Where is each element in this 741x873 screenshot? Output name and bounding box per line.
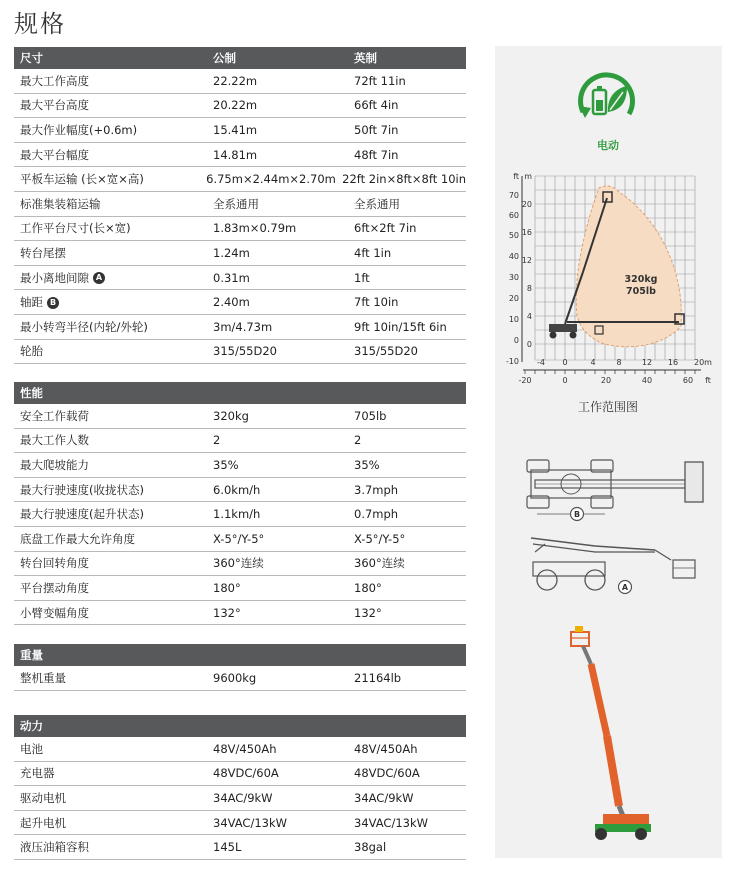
spec-label-text: 安全工作载荷 <box>20 408 89 423</box>
spec-metric-value: 360°连续 <box>213 556 264 571</box>
table-header <box>14 644 466 666</box>
spec-row <box>14 192 466 217</box>
spec-label <box>14 97 209 113</box>
tick-label: 16 <box>521 228 532 237</box>
range-chart-caption: 工作范围图 <box>577 400 639 414</box>
tick-label: -10 <box>505 357 519 366</box>
spec-metric-value: 180° <box>213 580 241 595</box>
spec-label-text: 最小转弯半径(内轮/外轮) <box>20 319 148 334</box>
header-imperial: 英制 <box>354 51 377 65</box>
spec-imperial-value: 48V/450Ah <box>354 741 418 756</box>
spec-label-text: 充电器 <box>20 766 55 781</box>
spec-label <box>14 319 209 335</box>
spec-metric-value: 全系通用 <box>213 196 259 211</box>
working-range-chart <box>506 172 712 385</box>
load-kg-label: 320kg <box>624 274 658 285</box>
spec-label <box>14 790 209 806</box>
spec-label-text: 整机重量 <box>20 670 66 685</box>
spec-label <box>14 457 209 473</box>
spec-imperial-value: 21164lb <box>354 670 402 685</box>
spec-label <box>14 432 209 448</box>
tick-label: 16 <box>667 358 679 367</box>
spec-row <box>14 429 466 454</box>
spec-label-text: 驱动电机 <box>20 790 66 805</box>
tick-label: 40 <box>508 252 519 261</box>
spec-label <box>14 605 209 621</box>
spec-label <box>14 506 209 522</box>
tick-label: 20m <box>694 358 712 367</box>
spec-metric-value: 320kg <box>213 408 249 423</box>
spec-row <box>14 737 466 762</box>
performance-spec-table <box>14 382 466 625</box>
spec-imperial-value: 72ft 11in <box>354 73 406 88</box>
spec-row <box>14 762 466 787</box>
tick-label: 20 <box>508 294 519 303</box>
tick-label: 8 <box>616 358 622 367</box>
spec-row <box>14 404 466 429</box>
spec-imperial-value: 38gal <box>354 840 387 855</box>
spec-label-text: 电池 <box>20 741 43 756</box>
spec-row <box>14 340 466 365</box>
spec-label <box>14 122 209 138</box>
tick-label: 50 <box>508 231 519 240</box>
tick-label: 60 <box>508 211 519 220</box>
tick-label: 0 <box>513 336 519 345</box>
spec-label-text: 最大工作高度 <box>20 73 89 88</box>
tick-label: 0 <box>562 376 568 385</box>
page-title: 规格 <box>14 10 66 38</box>
spec-metric-value: 20.22m <box>213 98 258 113</box>
spec-imperial-value: 34VAC/13kW <box>354 815 428 830</box>
spec-imperial-value: 705lb <box>354 408 387 423</box>
spec-label-text: 最大工作人数 <box>20 433 89 448</box>
header-weight: 重量 <box>20 648 43 662</box>
tick-label: 40 <box>641 376 653 385</box>
spec-row <box>14 266 466 291</box>
tick-label: 0 <box>526 340 532 349</box>
spec-imperial-value: 360°连续 <box>354 556 405 571</box>
spec-label <box>14 245 209 261</box>
spec-row <box>14 552 466 577</box>
tick-label: 60 <box>682 376 694 385</box>
spec-imperial-value: 全系通用 <box>354 196 400 211</box>
spec-imperial-value: 0.7mph <box>354 507 399 522</box>
spec-label-text: 轴距 <box>20 295 43 310</box>
axis-label-ft: ft <box>513 172 519 181</box>
spec-imperial-value: 50ft 7in <box>354 122 399 137</box>
spec-row <box>14 118 466 143</box>
spec-row <box>14 69 466 94</box>
spec-label-text: 标准集装箱运输 <box>20 196 101 211</box>
spec-label-text: 轮胎 <box>20 344 43 359</box>
tick-label: 20 <box>521 200 532 209</box>
spec-imperial-value: 9ft 10in/15ft 6in <box>354 319 447 334</box>
spec-label <box>14 741 209 757</box>
weight-spec-table <box>14 644 466 691</box>
tick-label: 12 <box>521 256 532 265</box>
header-power: 动力 <box>20 719 43 733</box>
spec-label <box>14 294 209 310</box>
spec-imperial-value: 315/55D20 <box>354 344 418 359</box>
spec-label-text: 最大行驶速度(起升状态) <box>20 507 144 522</box>
spec-row <box>14 143 466 168</box>
table-header <box>14 715 466 737</box>
spec-row <box>14 601 466 626</box>
spec-row <box>14 478 466 503</box>
spec-label-text: 最大行驶速度(收拢状态) <box>20 482 144 497</box>
tick-label: -4 <box>537 358 545 367</box>
electric-badge-icon <box>579 75 633 118</box>
spec-imperial-value: 48VDC/60A <box>354 766 420 781</box>
illustration-panel <box>495 46 722 858</box>
spec-label-text: 最小离地间隙 <box>20 270 89 285</box>
spec-metric-value: 315/55D20 <box>213 344 277 359</box>
spec-label <box>14 815 209 831</box>
spec-metric-value: 6.75m×2.44m×2.70m <box>206 172 336 187</box>
spec-imperial-value: 35% <box>354 457 380 472</box>
spec-imperial-value: X-5°/Y-5° <box>354 531 406 546</box>
spec-label-text: 最大作业幅度(+0.6m) <box>20 122 138 137</box>
spec-metric-value: 15.41m <box>213 122 258 137</box>
table-header <box>14 382 466 404</box>
axis-label-m: m <box>524 172 532 181</box>
spec-label-text: 转台回转角度 <box>20 556 89 571</box>
spec-metric-value: 2 <box>213 433 221 448</box>
header-performance: 性能 <box>20 386 43 400</box>
spec-label-text: 最大爬坡能力 <box>20 457 89 472</box>
power-spec-table <box>14 715 466 860</box>
spec-metric-value: 1.1km/h <box>213 507 261 522</box>
spec-row <box>14 835 466 860</box>
spec-metric-value: 22.22m <box>213 73 258 88</box>
spec-metric-value: 14.81m <box>213 147 258 162</box>
spec-metric-value: 48VDC/60A <box>213 766 279 781</box>
tick-label: 30 <box>508 273 519 282</box>
header-metric: 公制 <box>213 51 236 65</box>
spec-label <box>14 580 209 596</box>
spec-row <box>14 502 466 527</box>
machine-raised-illustration <box>571 626 651 840</box>
spec-label <box>14 147 209 163</box>
spec-row <box>14 786 466 811</box>
spec-row <box>14 315 466 340</box>
spec-imperial-value: 66ft 4in <box>354 98 399 113</box>
machine-top-view <box>527 460 703 521</box>
spec-label-text: 液压油箱容积 <box>20 840 89 855</box>
tick-label: 12 <box>641 358 653 367</box>
tick-label: -20 <box>518 376 532 385</box>
spec-imperial-value: 132° <box>354 605 382 620</box>
spec-label-text: 底盘工作最大允许角度 <box>20 531 135 546</box>
spec-label <box>14 765 209 781</box>
spec-metric-value: 1.83m×0.79m <box>213 221 297 236</box>
spec-row <box>14 666 466 691</box>
tick-label: 10 <box>508 315 519 324</box>
spec-label <box>14 839 209 855</box>
spec-label <box>14 196 209 212</box>
spec-label <box>14 171 202 187</box>
spec-label-text: 转台尾摆 <box>20 245 66 260</box>
spec-imperial-value: 48ft 7in <box>354 147 399 162</box>
spec-label-text: 平台摆动角度 <box>20 580 89 595</box>
size-spec-table <box>14 47 466 364</box>
machine-side-view <box>531 538 695 594</box>
dimension-badge: A <box>93 272 105 284</box>
spec-label-text: 工作平台尺寸(长×宽) <box>20 221 131 236</box>
spec-label <box>14 73 209 89</box>
dimension-badge: B <box>47 297 59 309</box>
tick-label: 4 <box>526 312 532 321</box>
spec-row <box>14 576 466 601</box>
spec-label-text: 最大平台幅度 <box>20 147 89 162</box>
spec-metric-value: 48V/450Ah <box>213 741 277 756</box>
spec-metric-value: 34AC/9kW <box>213 790 273 805</box>
tick-label: 8 <box>526 284 532 293</box>
spec-imperial-value: 6ft×2ft 7in <box>354 221 417 236</box>
load-lb-label: 705lb <box>626 286 656 297</box>
spec-label-text: 小臂变幅角度 <box>20 605 89 620</box>
spec-label <box>14 343 209 359</box>
spec-imperial-value: 2 <box>354 433 362 448</box>
tick-label: ft <box>705 376 711 385</box>
table-header <box>14 47 466 69</box>
spec-row <box>14 527 466 552</box>
spec-imperial-value: 3.7mph <box>354 482 399 497</box>
spec-imperial-value: 1ft <box>354 270 370 285</box>
badge-a: A <box>621 583 629 592</box>
spec-row <box>14 217 466 242</box>
badge-b: B <box>573 510 581 519</box>
spec-label <box>14 555 209 571</box>
spec-metric-value: 6.0km/h <box>213 482 261 497</box>
spec-metric-value: 1.24m <box>213 245 250 260</box>
spec-row <box>14 241 466 266</box>
spec-label <box>14 270 209 286</box>
spec-label <box>14 220 209 236</box>
spec-metric-value: 35% <box>213 457 239 472</box>
spec-metric-value: 132° <box>213 605 241 620</box>
header-size: 尺寸 <box>20 51 43 65</box>
spec-metric-value: 0.31m <box>213 270 250 285</box>
spec-metric-value: 145L <box>213 840 242 855</box>
spec-label-text: 平板车运输 (长×宽×高) <box>20 172 144 187</box>
spec-imperial-value: 22ft 2in×8ft×8ft 10in <box>342 172 466 187</box>
spec-metric-value: 34VAC/13kW <box>213 815 287 830</box>
spec-label <box>14 408 209 424</box>
tick-label: 4 <box>590 358 596 367</box>
spec-label <box>14 531 209 547</box>
spec-imperial-value: 7ft 10in <box>354 295 399 310</box>
tick-label: 0 <box>562 358 568 367</box>
spec-label-text: 最大平台高度 <box>20 98 89 113</box>
spec-imperial-value: 4ft 1in <box>354 245 392 260</box>
spec-row <box>14 94 466 119</box>
tick-label: 20 <box>600 376 612 385</box>
spec-label-text: 起升电机 <box>20 815 66 830</box>
spec-row <box>14 453 466 478</box>
spec-metric-value: 2.40m <box>213 295 250 310</box>
spec-imperial-value: 34AC/9kW <box>354 790 414 805</box>
spec-metric-value: 3m/4.73m <box>213 319 273 334</box>
spec-row <box>14 167 466 192</box>
spec-label <box>14 482 209 498</box>
electric-label: 电动 <box>597 139 619 152</box>
spec-row <box>14 811 466 836</box>
spec-metric-value: 9600kg <box>213 670 257 685</box>
spec-row <box>14 290 466 315</box>
spec-label <box>14 670 209 686</box>
spec-metric-value: X-5°/Y-5° <box>213 531 265 546</box>
tick-label: 70 <box>508 191 519 200</box>
spec-imperial-value: 180° <box>354 580 382 595</box>
